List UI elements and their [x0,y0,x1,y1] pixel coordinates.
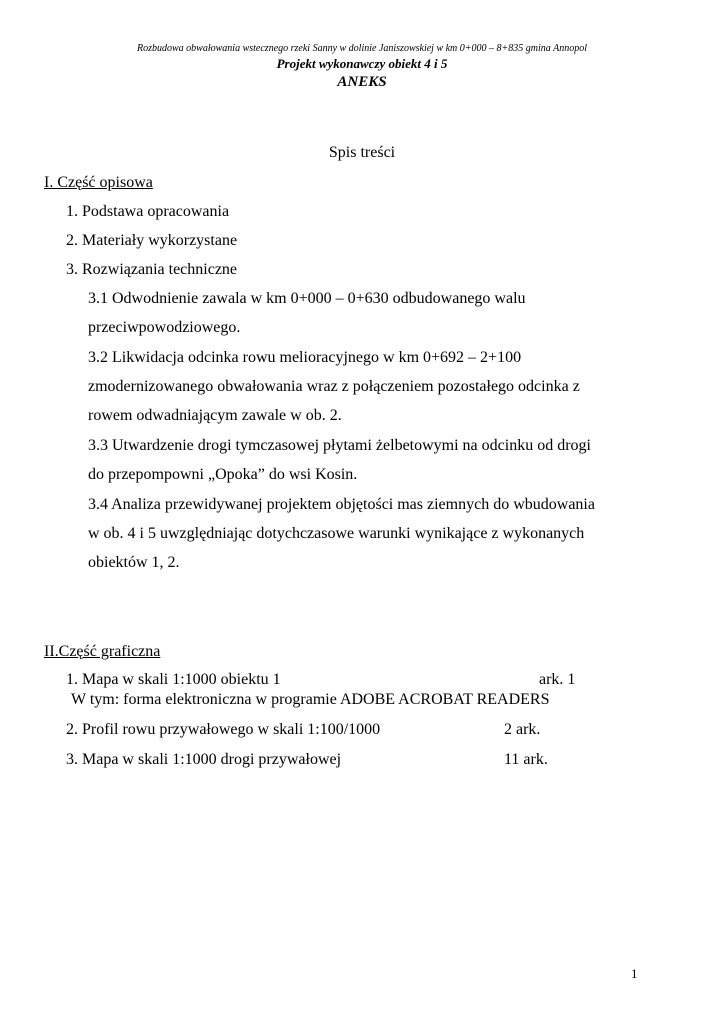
document-header-annex: ANEKS [337,74,387,90]
toc-part2-heading: II.Część graficzna [44,643,161,660]
toc-graphic-item-map-object1: 1. Mapa w skali 1:1000 obiektu 1 [66,671,281,688]
toc-graphic-item-sheets: ark. 1 [539,671,576,688]
toc-subitem-line: obiektów 1, 2. [88,554,180,571]
document-header-subtitle: Projekt wykonawczy obiekt 4 i 5 [276,56,448,71]
toc-title: Spis treści [328,144,396,161]
toc-graphic-item-profile: 2. Profil rowu przywałowego w skali 1:100/1000 [66,721,381,738]
toc-graphic-item-sheets: 11 ark. [504,751,548,768]
toc-subitem-line: przeciwpowodziowego. [88,319,241,336]
toc-subitem-line: 3.2 Likwidacja odcinka rowu melioracyjnego w km 0+692 – 2+100 [88,349,522,366]
toc-subitem-line: 3.4 Analiza przewidywanej projektem objętości mas ziemnych do wbudowania [88,496,595,513]
toc-subitem-line: w ob. 4 i 5 uwzględniając dotychczasowe warunki wynikające z wykonanych [88,525,585,542]
toc-subitem-line: 3.1 Odwodnienie zawala w km 0+000 – 0+630 odbudowanego walu [88,290,526,307]
toc-graphic-item-road-map: 3. Mapa w skali 1:1000 drogi przywałowej [66,751,342,768]
document-header-project: Rozbudowa obwałowania wstecznego rzeki Sanny w dolinie Janiszowskiej w km 0+000 – 8+835 gmina Annopol [137,43,587,54]
page-number: 1 [631,966,638,981]
toc-item-solutions: 3. Rozwiązania techniczne [66,261,238,278]
toc-graphic-item-note: W tym: forma elektroniczna w programie ADOBE ACROBAT READERS [71,691,550,708]
toc-item-materials: 2. Materiały wykorzystane [66,232,238,249]
toc-subitem-line: do przepompowni „Opoka” do wsi Kosin. [88,466,358,483]
toc-item-basis: 1. Podstawa opracowania [66,203,230,220]
toc-subitem-line: rowem odwadniającym zawale w ob. 2. [88,407,342,424]
toc-graphic-item-sheets: 2 ark. [504,721,541,738]
toc-subitem-line: zmodernizowanego obwałowania wraz z połączeniem pozostałego odcinka z [88,378,580,395]
toc-part1-heading: I. Część opisowa [44,174,153,191]
toc-subitem-line: 3.3 Utwardzenie drogi tymczasowej płytami żelbetowymi na odcinku od drogi [88,437,591,454]
